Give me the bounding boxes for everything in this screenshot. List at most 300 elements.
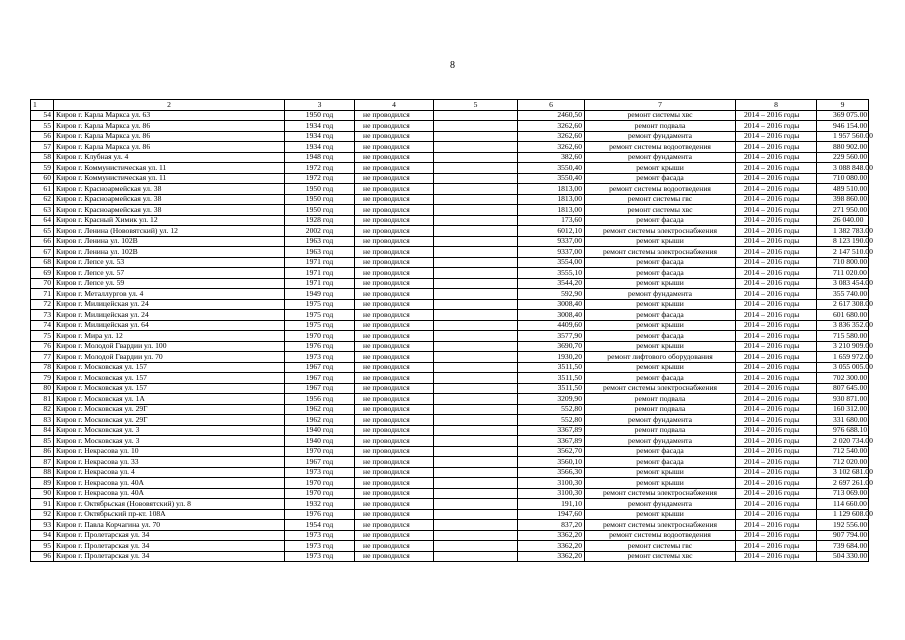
empty-cell	[434, 331, 518, 342]
empty-cell	[434, 509, 518, 520]
cost-cell: 712 020.00	[817, 457, 869, 468]
row-number-cell: 59	[31, 163, 54, 174]
empty-cell	[434, 488, 518, 499]
row-number-cell: 82	[31, 404, 54, 415]
address-cell: Киров г. Павла Корчагина ул. 70	[54, 520, 285, 531]
row-number-cell: 77	[31, 352, 54, 363]
last-repair-cell: не проводился	[355, 320, 434, 331]
area-cell: 552,80	[518, 415, 585, 426]
period-cell: 2014 – 2016 годы	[736, 110, 817, 121]
empty-cell	[434, 289, 518, 300]
build-year-cell: 1973 год	[285, 541, 355, 552]
work-type-cell: ремонт системы гвс	[585, 194, 736, 205]
header-cell: 6	[518, 100, 585, 111]
row-number-cell: 91	[31, 499, 54, 510]
build-year-cell: 1973 год	[285, 530, 355, 541]
row-number-cell: 96	[31, 551, 54, 562]
area-cell: 552,80	[518, 404, 585, 415]
row-number-cell: 93	[31, 520, 54, 531]
period-cell: 2014 – 2016 годы	[736, 478, 817, 489]
last-repair-cell: не проводился	[355, 520, 434, 531]
row-number-cell: 54	[31, 110, 54, 121]
table-row	[31, 173, 869, 184]
period-cell: 2014 – 2016 годы	[736, 446, 817, 457]
work-type-cell: ремонт крыши	[585, 362, 736, 373]
build-year-cell: 1950 год	[285, 194, 355, 205]
address-cell: Киров г. Московская ул. 157	[54, 373, 285, 384]
row-number-cell: 81	[31, 394, 54, 405]
area-cell: 3262,60	[518, 131, 585, 142]
table-row	[31, 352, 869, 363]
address-cell: Киров г. Московская ул. 1А	[54, 394, 285, 405]
address-cell: Киров г. Некрасова ул. 40А	[54, 478, 285, 489]
period-cell: 2014 – 2016 годы	[736, 425, 817, 436]
address-cell: Киров г. Милицейская ул. 24	[54, 310, 285, 321]
area-cell: 3550,40	[518, 163, 585, 174]
area-cell: 3554,00	[518, 257, 585, 268]
last-repair-cell: не проводился	[355, 478, 434, 489]
address-cell: Киров г. Красноармейская ул. 38	[54, 184, 285, 195]
last-repair-cell: не проводился	[355, 278, 434, 289]
empty-cell	[434, 415, 518, 426]
table-row	[31, 520, 869, 531]
cost-cell: 2 147 510.00	[817, 247, 869, 258]
row-number-cell: 90	[31, 488, 54, 499]
build-year-cell: 1976 год	[285, 341, 355, 352]
last-repair-cell: не проводился	[355, 173, 434, 184]
work-type-cell: ремонт системы хвс	[585, 110, 736, 121]
table-row	[31, 362, 869, 373]
cost-cell: 3 055 005.00	[817, 362, 869, 373]
last-repair-cell: не проводился	[355, 415, 434, 426]
address-cell: Киров г. Красноармейская ул. 38	[54, 194, 285, 205]
header-cell: 2	[54, 100, 285, 111]
period-cell: 2014 – 2016 годы	[736, 278, 817, 289]
area-cell: 1930,20	[518, 352, 585, 363]
last-repair-cell: не проводился	[355, 530, 434, 541]
period-cell: 2014 – 2016 годы	[736, 415, 817, 426]
last-repair-cell: не проводился	[355, 499, 434, 510]
row-number-cell: 76	[31, 341, 54, 352]
cost-cell: 504 330.00	[817, 551, 869, 562]
last-repair-cell: не проводился	[355, 352, 434, 363]
period-cell: 2014 – 2016 годы	[736, 268, 817, 279]
cost-cell: 229 560.00	[817, 152, 869, 163]
period-cell: 2014 – 2016 годы	[736, 247, 817, 258]
empty-cell	[434, 404, 518, 415]
area-cell: 3008,40	[518, 310, 585, 321]
build-year-cell: 1971 год	[285, 268, 355, 279]
work-type-cell: ремонт фундамента	[585, 499, 736, 510]
table-row	[31, 205, 869, 216]
work-type-cell: ремонт фундамента	[585, 415, 736, 426]
work-type-cell: ремонт крыши	[585, 299, 736, 310]
address-cell: Киров г. Московская ул. 157	[54, 383, 285, 394]
build-year-cell: 1967 год	[285, 373, 355, 384]
last-repair-cell: не проводился	[355, 467, 434, 478]
table-row	[31, 194, 869, 205]
area-cell: 3262,60	[518, 121, 585, 132]
address-cell: Киров г. Некрасова ул. 33	[54, 457, 285, 468]
area-cell: 3100,30	[518, 478, 585, 489]
cost-cell: 271 950.00	[817, 205, 869, 216]
last-repair-cell: не проводился	[355, 436, 434, 447]
table-row	[31, 488, 869, 499]
last-repair-cell: не проводился	[355, 341, 434, 352]
last-repair-cell: не проводился	[355, 299, 434, 310]
address-cell: Киров г. Карла Маркса ул. 86	[54, 131, 285, 142]
address-cell: Киров г. Красноармейская ул. 38	[54, 205, 285, 216]
build-year-cell: 1940 год	[285, 436, 355, 447]
empty-cell	[434, 530, 518, 541]
last-repair-cell: не проводился	[355, 551, 434, 562]
address-cell: Киров г. Лепсе ул. 57	[54, 268, 285, 279]
area-cell: 3560,10	[518, 457, 585, 468]
cost-cell: 398 860.00	[817, 194, 869, 205]
table-row	[31, 331, 869, 342]
period-cell: 2014 – 2016 годы	[736, 226, 817, 237]
empty-cell	[434, 215, 518, 226]
cost-cell: 930 871.00	[817, 394, 869, 405]
area-cell: 3511,50	[518, 373, 585, 384]
empty-cell	[434, 226, 518, 237]
empty-cell	[434, 278, 518, 289]
period-cell: 2014 – 2016 годы	[736, 499, 817, 510]
cost-cell: 1 659 972.00	[817, 352, 869, 363]
row-number-cell: 74	[31, 320, 54, 331]
work-type-cell: ремонт подвала	[585, 394, 736, 405]
header-cell: 8	[736, 100, 817, 111]
work-type-cell: ремонт крыши	[585, 467, 736, 478]
work-type-cell: ремонт системы электроснабжения	[585, 226, 736, 237]
table-row	[31, 530, 869, 541]
empty-cell	[434, 173, 518, 184]
last-repair-cell: не проводился	[355, 331, 434, 342]
table-row	[31, 478, 869, 489]
cost-cell: 114 660.00	[817, 499, 869, 510]
area-cell: 6012,10	[518, 226, 585, 237]
address-cell: Киров г. Карла Маркса ул. 86	[54, 142, 285, 153]
work-type-cell: ремонт системы водоотведения	[585, 530, 736, 541]
cost-cell: 1 129 608.00	[817, 509, 869, 520]
area-cell: 3544,20	[518, 278, 585, 289]
row-number-cell: 94	[31, 530, 54, 541]
work-type-cell: ремонт фасада	[585, 215, 736, 226]
page-number: 8	[450, 60, 455, 71]
address-cell: Киров г. Октябрьский пр-кт. 108А	[54, 509, 285, 520]
table-row	[31, 509, 869, 520]
header-cell: 3	[285, 100, 355, 111]
empty-cell	[434, 373, 518, 384]
area-cell: 3577,90	[518, 331, 585, 342]
area-cell: 3367,89	[518, 436, 585, 447]
last-repair-cell: не проводился	[355, 247, 434, 258]
address-cell: Киров г. Октябрьская (Нововятский) ул. 8	[54, 499, 285, 510]
cost-cell: 907 794.00	[817, 530, 869, 541]
area-cell: 4409,60	[518, 320, 585, 331]
table-row	[31, 215, 869, 226]
row-number-cell: 95	[31, 541, 54, 552]
row-number-cell: 66	[31, 236, 54, 247]
empty-cell	[434, 299, 518, 310]
last-repair-cell: не проводился	[355, 394, 434, 405]
build-year-cell: 1963 год	[285, 247, 355, 258]
empty-cell	[434, 131, 518, 142]
row-number-cell: 65	[31, 226, 54, 237]
last-repair-cell: не проводился	[355, 404, 434, 415]
empty-cell	[434, 425, 518, 436]
build-year-cell: 1967 год	[285, 457, 355, 468]
work-type-cell: ремонт крыши	[585, 341, 736, 352]
empty-cell	[434, 152, 518, 163]
work-type-cell: ремонт фасада	[585, 373, 736, 384]
cost-cell: 160 312.00	[817, 404, 869, 415]
header-cell: 9	[817, 100, 869, 111]
address-cell: Киров г. Ленина ул. 102В	[54, 236, 285, 247]
work-type-cell: ремонт системы электроснабжения	[585, 383, 736, 394]
work-type-cell: ремонт фасада	[585, 310, 736, 321]
period-cell: 2014 – 2016 годы	[736, 530, 817, 541]
empty-cell	[434, 163, 518, 174]
work-type-cell: ремонт системы электроснабжения	[585, 488, 736, 499]
last-repair-cell: не проводился	[355, 257, 434, 268]
row-number-cell: 78	[31, 362, 54, 373]
last-repair-cell: не проводился	[355, 425, 434, 436]
cost-cell: 355 740.00	[817, 289, 869, 300]
period-cell: 2014 – 2016 годы	[736, 373, 817, 384]
cost-cell: 26 040.00	[817, 215, 869, 226]
build-year-cell: 1972 год	[285, 173, 355, 184]
build-year-cell: 1928 год	[285, 215, 355, 226]
build-year-cell: 1975 год	[285, 320, 355, 331]
area-cell: 9337,00	[518, 236, 585, 247]
last-repair-cell: не проводился	[355, 163, 434, 174]
address-cell: Киров г. Московская ул. 157	[54, 362, 285, 373]
period-cell: 2014 – 2016 годы	[736, 341, 817, 352]
period-cell: 2014 – 2016 годы	[736, 289, 817, 300]
table-row	[31, 110, 869, 121]
empty-cell	[434, 467, 518, 478]
cost-cell: 2 617 308.00	[817, 299, 869, 310]
area-cell: 1813,00	[518, 194, 585, 205]
build-year-cell: 1975 год	[285, 310, 355, 321]
work-type-cell: ремонт фундамента	[585, 436, 736, 447]
table-row	[31, 436, 869, 447]
last-repair-cell: не проводился	[355, 226, 434, 237]
period-cell: 2014 – 2016 годы	[736, 404, 817, 415]
work-type-cell: ремонт системы электроснабжения	[585, 520, 736, 531]
table-row	[31, 142, 869, 153]
last-repair-cell: не проводился	[355, 268, 434, 279]
last-repair-cell: не проводился	[355, 446, 434, 457]
area-cell: 592,90	[518, 289, 585, 300]
work-type-cell: ремонт системы гвс	[585, 541, 736, 552]
work-type-cell: ремонт фасада	[585, 268, 736, 279]
period-cell: 2014 – 2016 годы	[736, 184, 817, 195]
build-year-cell: 1950 год	[285, 184, 355, 195]
period-cell: 2014 – 2016 годы	[736, 509, 817, 520]
table-row	[31, 541, 869, 552]
build-year-cell: 1970 год	[285, 478, 355, 489]
table-row	[31, 163, 869, 174]
area-cell: 837,20	[518, 520, 585, 531]
last-repair-cell: не проводился	[355, 362, 434, 373]
table-row	[31, 457, 869, 468]
area-cell: 3008,40	[518, 299, 585, 310]
cost-cell: 710 080.00	[817, 173, 869, 184]
work-type-cell: ремонт фасада	[585, 331, 736, 342]
work-type-cell: ремонт крыши	[585, 236, 736, 247]
cost-cell: 711 020.00	[817, 268, 869, 279]
period-cell: 2014 – 2016 годы	[736, 520, 817, 531]
area-cell: 1813,00	[518, 184, 585, 195]
area-cell: 3362,20	[518, 551, 585, 562]
cost-cell: 710 800.00	[817, 257, 869, 268]
period-cell: 2014 – 2016 годы	[736, 541, 817, 552]
table-row	[31, 121, 869, 132]
row-number-cell: 70	[31, 278, 54, 289]
work-type-cell: ремонт крыши	[585, 509, 736, 520]
last-repair-cell: не проводился	[355, 236, 434, 247]
row-number-cell: 58	[31, 152, 54, 163]
address-cell: Киров г. Мира ул. 12	[54, 331, 285, 342]
repair-program-table	[30, 99, 873, 562]
row-number-cell: 61	[31, 184, 54, 195]
cost-cell: 601 680.00	[817, 310, 869, 321]
address-cell: Киров г. Московская ул. 3	[54, 436, 285, 447]
cost-cell: 3 210 909.00	[817, 341, 869, 352]
build-year-cell: 1970 год	[285, 331, 355, 342]
address-cell: Киров г. Московская ул. 29Г	[54, 404, 285, 415]
empty-cell	[434, 310, 518, 321]
period-cell: 2014 – 2016 годы	[736, 383, 817, 394]
address-cell: Киров г. Московская ул. 29Г	[54, 415, 285, 426]
last-repair-cell: не проводился	[355, 488, 434, 499]
area-cell: 3566,30	[518, 467, 585, 478]
work-type-cell: ремонт крыши	[585, 163, 736, 174]
row-number-cell: 85	[31, 436, 54, 447]
cost-cell: 976 688.10	[817, 425, 869, 436]
cost-cell: 1 957 560.00	[817, 131, 869, 142]
area-cell: 3362,20	[518, 530, 585, 541]
build-year-cell: 1975 год	[285, 299, 355, 310]
last-repair-cell: не проводился	[355, 509, 434, 520]
work-type-cell: ремонт фундамента	[585, 289, 736, 300]
period-cell: 2014 – 2016 годы	[736, 320, 817, 331]
header-cell: 7	[585, 100, 736, 111]
build-year-cell: 1970 год	[285, 446, 355, 457]
last-repair-cell: не проводился	[355, 194, 434, 205]
address-cell: Киров г. Молодой Гвардии ул. 100	[54, 341, 285, 352]
cost-cell: 715 580.00	[817, 331, 869, 342]
row-number-cell: 73	[31, 310, 54, 321]
build-year-cell: 1950 год	[285, 205, 355, 216]
table-row	[31, 257, 869, 268]
cost-cell: 192 556.00	[817, 520, 869, 531]
last-repair-cell: не проводился	[355, 205, 434, 216]
work-type-cell: ремонт подвала	[585, 425, 736, 436]
empty-cell	[434, 551, 518, 562]
address-cell: Киров г. Пролетарская ул. 34	[54, 541, 285, 552]
row-number-cell: 92	[31, 509, 54, 520]
address-cell: Киров г. Московская ул. 3	[54, 425, 285, 436]
row-number-cell: 64	[31, 215, 54, 226]
period-cell: 2014 – 2016 годы	[736, 194, 817, 205]
table-row	[31, 373, 869, 384]
table-row	[31, 278, 869, 289]
address-cell: Киров г. Коммунистическая ул. 11	[54, 163, 285, 174]
empty-cell	[434, 268, 518, 279]
row-number-cell: 69	[31, 268, 54, 279]
build-year-cell: 1963 год	[285, 236, 355, 247]
build-year-cell: 1934 год	[285, 142, 355, 153]
row-number-cell: 63	[31, 205, 54, 216]
area-cell: 3690,70	[518, 341, 585, 352]
area-cell: 3100,30	[518, 488, 585, 499]
work-type-cell: ремонт системы хвс	[585, 205, 736, 216]
period-cell: 2014 – 2016 годы	[736, 457, 817, 468]
build-year-cell: 1934 год	[285, 131, 355, 142]
table-row	[31, 467, 869, 478]
empty-cell	[434, 247, 518, 258]
last-repair-cell: не проводился	[355, 541, 434, 552]
build-year-cell: 1973 год	[285, 467, 355, 478]
cost-cell: 702 300.00	[817, 373, 869, 384]
row-number-cell: 79	[31, 373, 54, 384]
period-cell: 2014 – 2016 годы	[736, 299, 817, 310]
address-cell: Киров г. Некрасова ул. 40А	[54, 488, 285, 499]
row-number-cell: 67	[31, 247, 54, 258]
work-type-cell: ремонт крыши	[585, 278, 736, 289]
table-row	[31, 499, 869, 510]
work-type-cell: ремонт фундамента	[585, 131, 736, 142]
table-row	[31, 394, 869, 405]
address-cell: Киров г. Клубная ул. 4	[54, 152, 285, 163]
period-cell: 2014 – 2016 годы	[736, 152, 817, 163]
table-row	[31, 383, 869, 394]
empty-cell	[434, 520, 518, 531]
period-cell: 2014 – 2016 годы	[736, 310, 817, 321]
table-row	[31, 299, 869, 310]
last-repair-cell: не проводился	[355, 310, 434, 321]
empty-cell	[434, 205, 518, 216]
cost-cell: 369 075.00	[817, 110, 869, 121]
build-year-cell: 1976 год	[285, 509, 355, 520]
area-cell: 3550,40	[518, 173, 585, 184]
build-year-cell: 1971 год	[285, 278, 355, 289]
work-type-cell: ремонт системы хвс	[585, 551, 736, 562]
table-row	[31, 341, 869, 352]
work-type-cell: ремонт системы электроснабжения	[585, 247, 736, 258]
table-row	[31, 184, 869, 195]
cost-cell: 3 088 848.00	[817, 163, 869, 174]
empty-cell	[434, 499, 518, 510]
table-row	[31, 247, 869, 258]
row-number-cell: 71	[31, 289, 54, 300]
build-year-cell: 1962 год	[285, 415, 355, 426]
period-cell: 2014 – 2016 годы	[736, 394, 817, 405]
table-row	[31, 310, 869, 321]
empty-cell	[434, 541, 518, 552]
row-number-cell: 84	[31, 425, 54, 436]
last-repair-cell: не проводился	[355, 152, 434, 163]
work-type-cell: ремонт крыши	[585, 478, 736, 489]
table-row	[31, 226, 869, 237]
empty-cell	[434, 478, 518, 489]
period-cell: 2014 – 2016 годы	[736, 121, 817, 132]
address-cell: Киров г. Лепсе ул. 53	[54, 257, 285, 268]
area-cell: 3555,10	[518, 268, 585, 279]
